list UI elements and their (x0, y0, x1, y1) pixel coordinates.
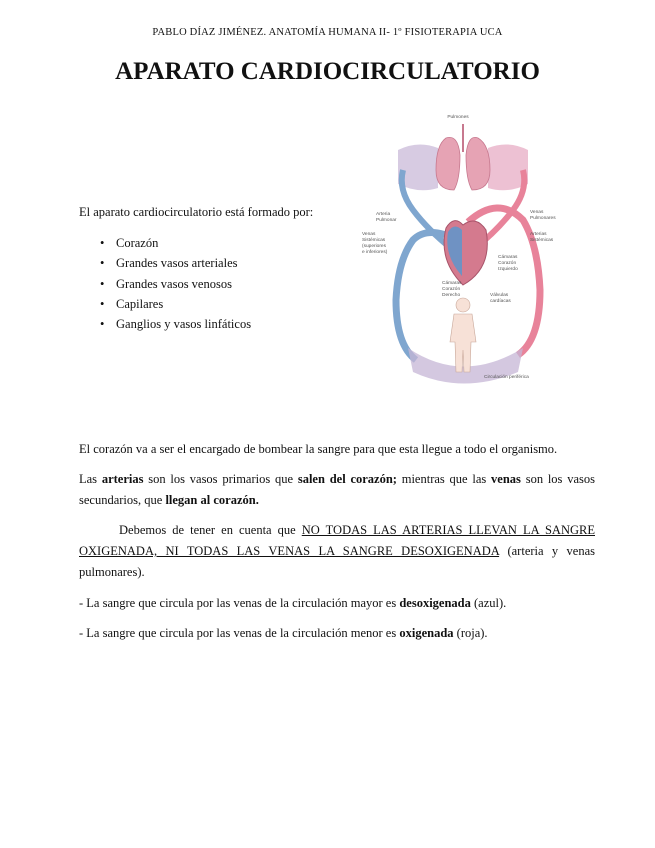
figure-label: Cámaras (498, 255, 518, 260)
figure-label: Venas (530, 210, 544, 215)
circulatory-system-figure (358, 110, 566, 388)
list-item: • Grandes vasos venosos (100, 274, 251, 294)
paragraph-heart: El corazón va a ser el encargado de bombear la sangre para que esta llegue a todo el organismo. (79, 442, 558, 456)
figure-label: Izquierdo (498, 267, 518, 272)
human-figure-icon (450, 298, 476, 372)
paragraph-major-circulation: - La sangre que circula por las venas de la circulación mayor es desoxigenada (azul). (79, 596, 507, 610)
paragraph-arteries-veins: Las arterias son los vasos primarios que salen del corazón; mientras que las venas son los vasos secundarios, que llegan al corazón. (79, 472, 595, 507)
bullet-icon: • (100, 317, 105, 332)
figure-label: Pulmones (447, 115, 469, 120)
list-item: • Grandes vasos arteriales (100, 253, 251, 273)
list-item: • Capilares (100, 294, 251, 314)
figure-label: Circulación periférica (484, 375, 529, 380)
figure-label: Pulmonares (530, 216, 556, 221)
figure-label: Corazón (498, 261, 517, 266)
bullet-icon: • (100, 236, 105, 250)
list-item: • Corazón (100, 233, 251, 253)
figure-label: e inferiores) (362, 250, 388, 255)
figure-label: Venas (362, 232, 376, 237)
paragraph-minor-circulation: - La sangre que circula por las venas de la circulación menor es oxigenada (roja). (79, 626, 488, 640)
bullet-icon: • (100, 276, 105, 291)
figure-label: (superiores (362, 244, 386, 249)
left-lung-icon (436, 137, 460, 190)
list-item: • Ganglios y vasos linfáticos (100, 314, 251, 334)
figure-label: Arterias (530, 232, 547, 237)
figure-label: Corazón (442, 287, 461, 292)
figure-label: Pulmonar (376, 218, 397, 223)
page-header: PABLO DÍAZ JIMÉNEZ. ANATOMÍA HUMANA II- 1º FISIOTERAPIA UCA (152, 27, 503, 38)
bullet-icon: • (100, 296, 105, 311)
bullet-icon: • (100, 256, 105, 271)
figure-label: Sistémicas (362, 238, 386, 243)
paragraph-note: Debemos de tener en cuenta que NO TODAS LAS ARTERIAS LLEVAN LA SANGRE OXIGENADA, NI TODAS LAS VENAS LA SANGRE DESOXIGENADA (arteria y venas pulmonares). (79, 523, 596, 579)
components-list (100, 233, 251, 334)
figure-label: Sistémicas (530, 238, 554, 243)
page-title: APARATO CARDIOCIRCULATORIO (115, 58, 540, 85)
figure-label: Arteria (376, 212, 391, 217)
figure-label: Cámaras (442, 281, 462, 286)
figure-label: cardíacas (490, 299, 511, 304)
figure-label: Válvulas (490, 293, 509, 298)
right-lung-icon (466, 137, 490, 190)
intro-text: El aparato cardiocirculatorio está formado por: (79, 205, 314, 219)
figure-label: Derecho (442, 293, 461, 298)
